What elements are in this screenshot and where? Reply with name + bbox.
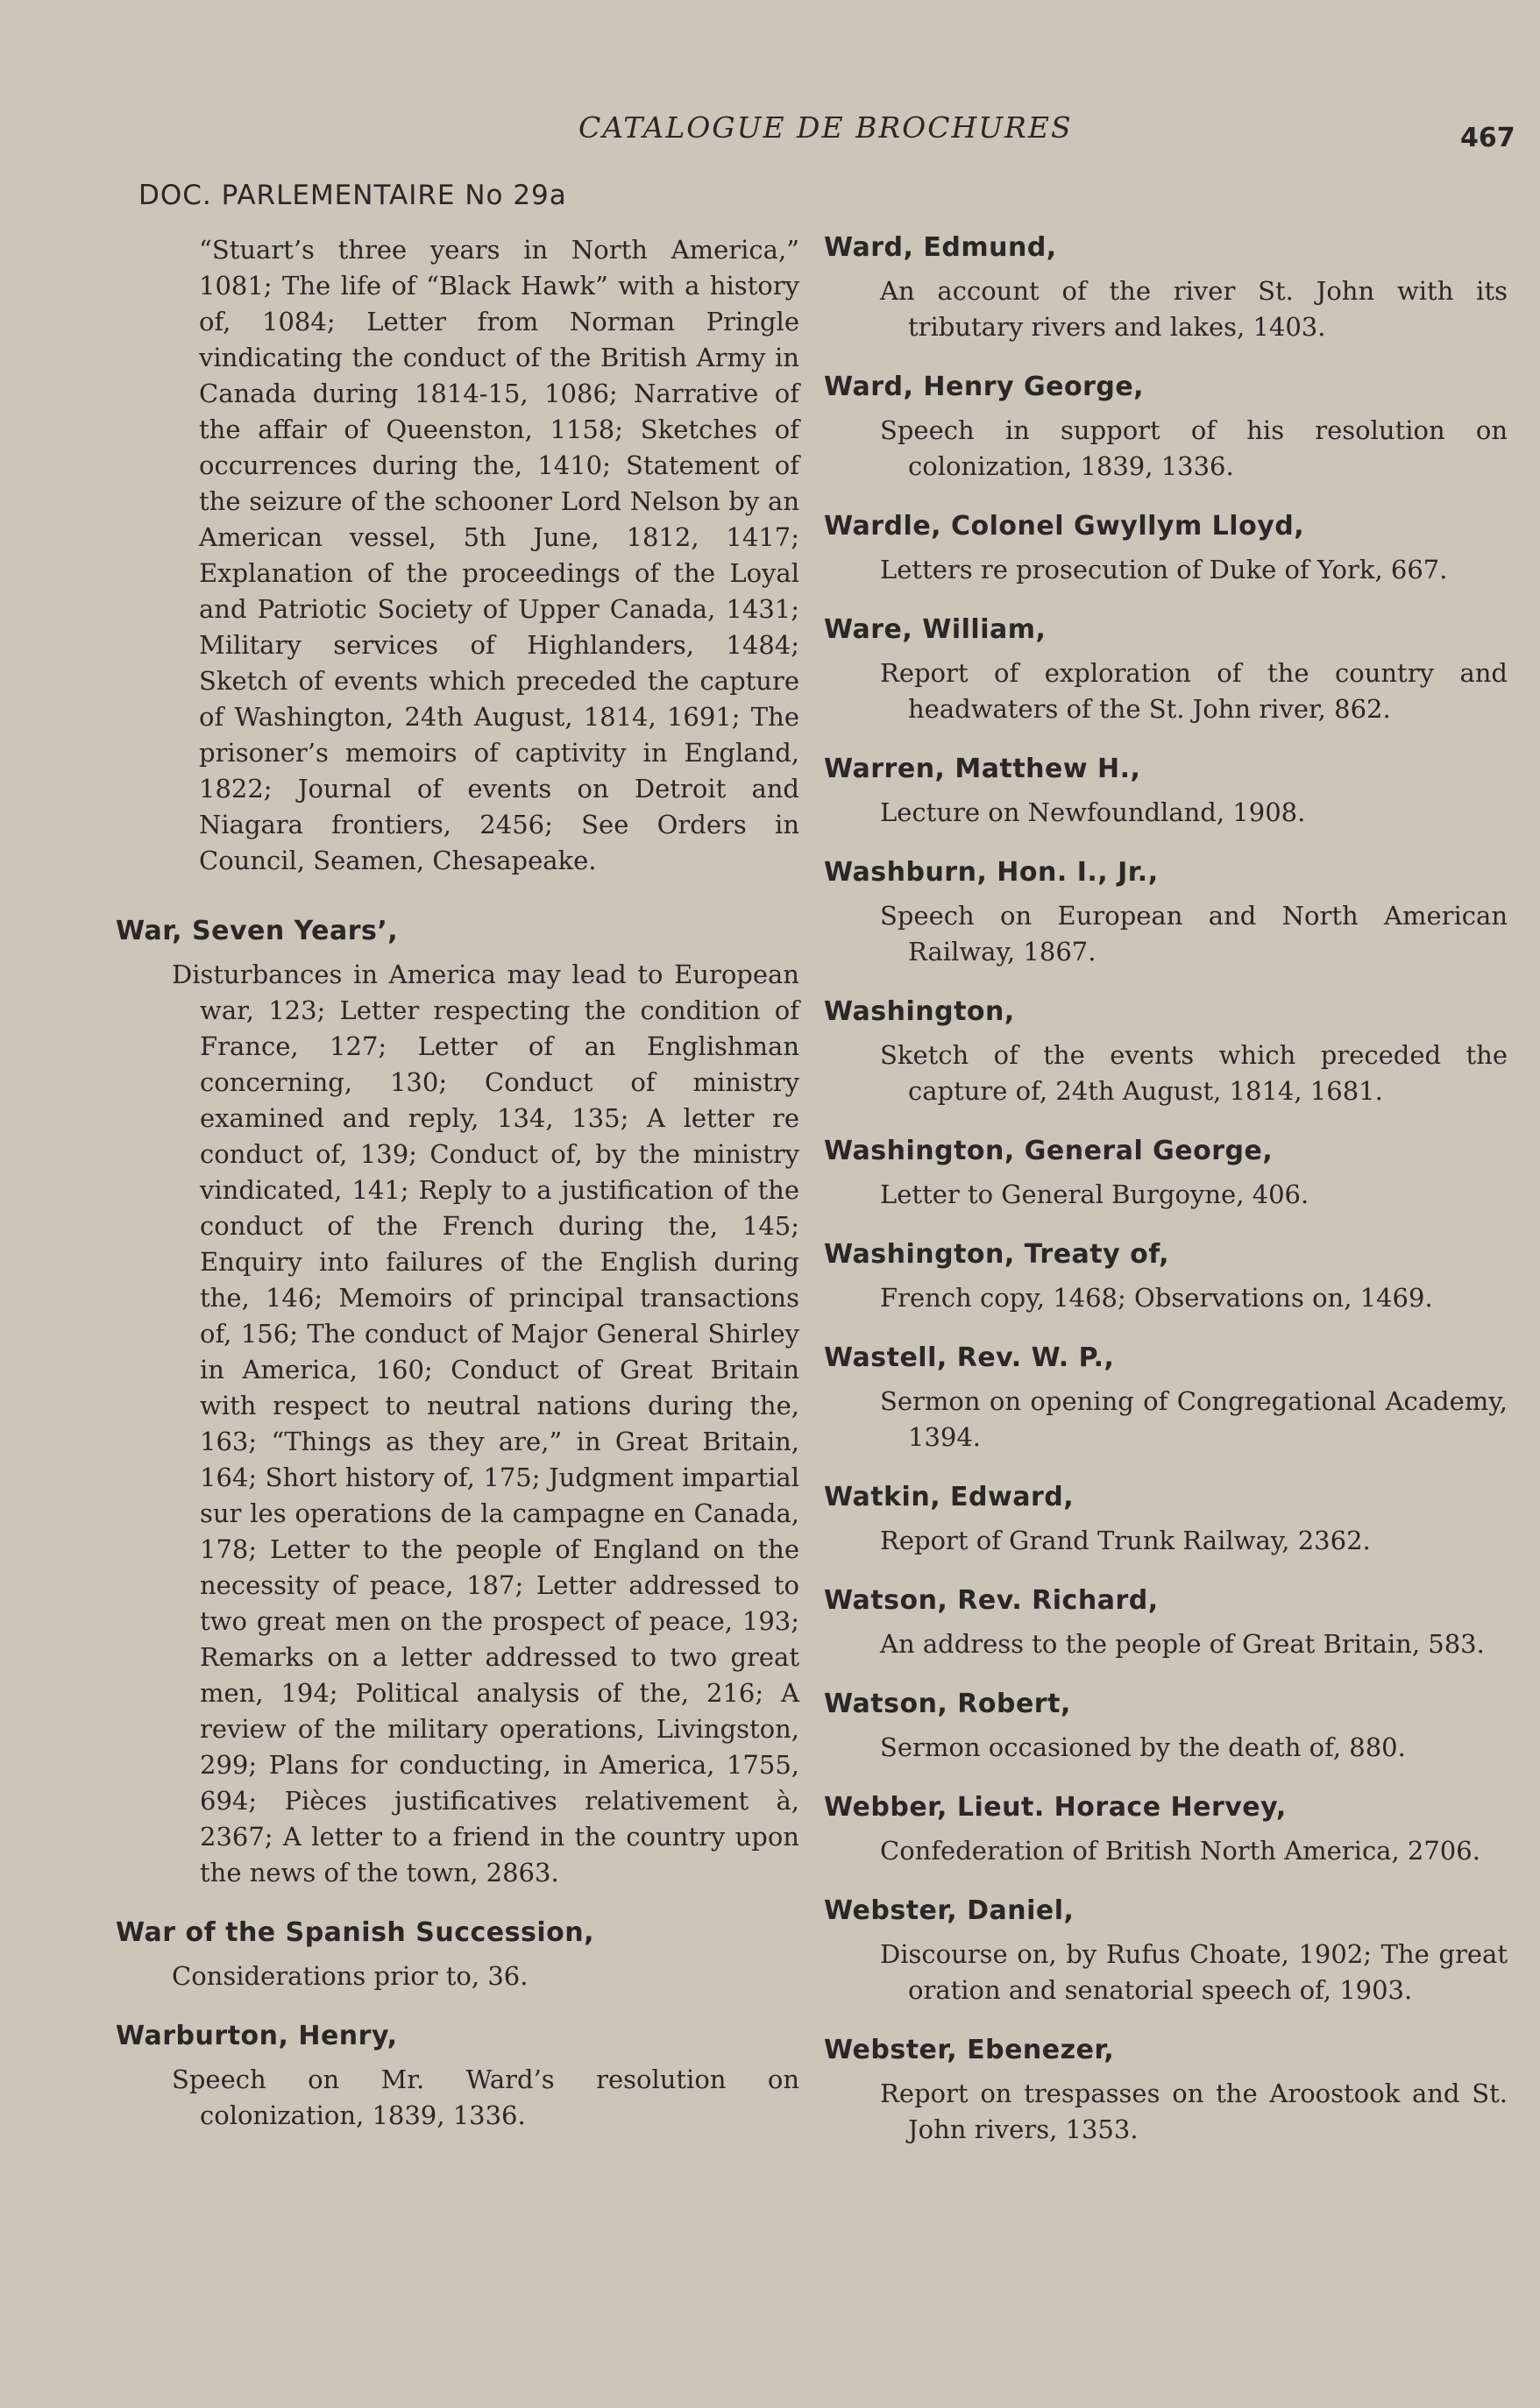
- entry-text: Letters re prosecution of Duke of York, 667.: [880, 555, 1448, 584]
- catalogue-entry: [824, 1792, 1508, 1869]
- entry-heading: Washington, General George,: [824, 1136, 1274, 1166]
- entry-heading: Wastell, Rev. W. P.,: [824, 1342, 1115, 1373]
- catalogue-entry: [824, 614, 1508, 727]
- catalogue-entry: [824, 1689, 1508, 1766]
- catalogue-entry: [824, 232, 1508, 345]
- entry-text: Disturbances in America may lead to European war, 123; Letter respecting the condition of France, 127; Letter of an Englishman concerning, 130; Conduct of ministry examined and reply, 134, 135; A letter re conduct of, 139; Conduct of, by the ministry vindicated, 141; Reply to a justification of the conduct of the French during the, 145; Enquiry into failures of the English during the, 146; Memoirs of principal transactions of, 156; The conduct of Major General Shirley in America, 160; Conduct of Great Britain with respect to neutral nations during the, 163; “Things as they are,” in Great Britain, 164; Short history of, 175; Judgment impartial sur les operations de la campagne en Canada, 178; Letter to the people of England on the necessity of peace, 187; Letter addressed to two great men on the prospect of peace, 193; Remarks on a letter addressed to two great men, 194; Political analysis of the, 216; A review of the military operations, Livingston, 299; Plans for conducting, in America, 1755, 694; Pièces justificatives relativement à, 2367; A letter to a friend in the country upon the news of the town, 2863.: [172, 960, 799, 1887]
- entry-text: Discourse on, by Rufus Choate, 1902; The great oration and senatorial speech of, 1903.: [880, 1939, 1508, 2005]
- entry-text: Report of exploration of the country and headwaters of the St. John river, 862.: [880, 658, 1508, 724]
- catalogue-entry: [116, 916, 799, 1891]
- catalogue-entry: [824, 1482, 1508, 1559]
- entry-text: French copy, 1468; Observations on, 1469.: [880, 1283, 1433, 1313]
- left-column: [116, 232, 799, 2160]
- entry-heading: Webster, Ebenezer,: [824, 2035, 1115, 2065]
- entry-heading: War of the Spanish Succession,: [116, 1917, 594, 1948]
- entry-heading: War, Seven Years’,: [116, 916, 399, 946]
- entry-text: Sermon occasioned by the death of, 880.: [880, 1732, 1406, 1762]
- page-number: 467: [1460, 123, 1515, 153]
- catalogue-entry: [824, 1895, 1508, 2008]
- entry-text: Letter to General Burgoyne, 406.: [880, 1179, 1309, 1209]
- catalogue-entry: [116, 2021, 799, 2134]
- entry-heading: Washburn, Hon. I., Jr.,: [824, 857, 1159, 888]
- catalogue-entry: [824, 996, 1508, 1109]
- catalogue-entry: [824, 2035, 1508, 2148]
- right-column: [824, 232, 1508, 2174]
- entry-text: Report of Grand Trunk Railway, 2362.: [880, 1526, 1371, 1555]
- entry-heading: Warburton, Henry,: [116, 2021, 398, 2051]
- entry-heading: Ware, William,: [824, 614, 1047, 645]
- continued-entry-text: “Stuart’s three years in North America,” 1081; The life of “Black Hawk” with a history of, 1084; Letter from Norman Pringle vindicating the conduct of the British Army in Canada during 1814-15, 1086; Narrative of the affair of Queenston, 1158; Sketches of occurrences during the, 1410; Statement of the seizure of the schooner Lord Nelson by an American vessel, 5th June, 1812, 1417; Explanation of the proceedings of the Loyal and Patriotic Society of Upper Canada, 1431; Military services of Highlanders, 1484; Sketch of events which preceded the capture of Washington, 24th August, 1814, 1691; The prisoner’s memoirs of captivity in England, 1822; Journal of events on Detroit and Niagara frontiers, 2456; See Orders in Council, Seamen, Chesapeake.: [199, 235, 799, 875]
- entry-text: An address to the people of Great Britain, 583.: [880, 1629, 1485, 1659]
- catalogue-entry: [824, 1136, 1508, 1213]
- catalogue-entry: [824, 1342, 1508, 1455]
- entry-heading: Washington, Treaty of,: [824, 1239, 1170, 1270]
- entry-text: Sketch of the events which preceded the capture of, 24th August, 1814, 1681.: [880, 1040, 1508, 1106]
- running-title: CATALOGUE DE BROCHURES: [578, 110, 1073, 145]
- entry-text: Confederation of British North America, 2706.: [880, 1836, 1480, 1866]
- entry-heading: Warren, Matthew H.,: [824, 754, 1141, 784]
- entry-text: An account of the river St. John with its tributary rivers and lakes, 1403.: [880, 276, 1508, 342]
- entry-heading: Ward, Henry George,: [824, 372, 1145, 402]
- entry-text: Speech in support of his resolution on colonization, 1839, 1336.: [880, 415, 1508, 481]
- catalogue-entry: [824, 857, 1508, 970]
- entry-heading: Wardle, Colonel Gwyllym Lloyd,: [824, 511, 1305, 542]
- catalogue-entry: [824, 754, 1508, 831]
- entry-heading: Webber, Lieut. Horace Hervey,: [824, 1792, 1287, 1823]
- entry-text: Speech on Mr. Ward’s resolution on colonization, 1839, 1336.: [172, 2065, 799, 2130]
- entry-text: Considerations prior to, 36.: [172, 1961, 529, 1991]
- entry-text: Report on trespasses on the Aroostook and St. John rivers, 1353.: [880, 2079, 1508, 2144]
- catalogue-entry: [824, 372, 1508, 485]
- entry-text: Lecture on Newfoundland, 1908.: [880, 797, 1306, 827]
- entry-heading: Watkin, Edward,: [824, 1482, 1075, 1512]
- catalogue-entry: [824, 1239, 1508, 1316]
- entry-heading: Watson, Rev. Richard,: [824, 1585, 1159, 1616]
- entry-heading: Washington,: [824, 996, 1015, 1027]
- catalogue-entry: [116, 1917, 799, 1994]
- entry-heading: Webster, Daniel,: [824, 1895, 1075, 1926]
- catalogue-entry: [824, 511, 1508, 588]
- entry-heading: Watson, Robert,: [824, 1689, 1071, 1719]
- entry-heading: Ward, Edmund,: [824, 232, 1057, 263]
- entry-text: Speech on European and North American Railway, 1867.: [880, 901, 1508, 967]
- catalogue-entry: [824, 1585, 1508, 1662]
- document-reference: DOC. PARLEMENTAIRE No 29a: [138, 180, 567, 211]
- entry-text: Sermon on opening of Congregational Academy, 1394.: [880, 1386, 1508, 1452]
